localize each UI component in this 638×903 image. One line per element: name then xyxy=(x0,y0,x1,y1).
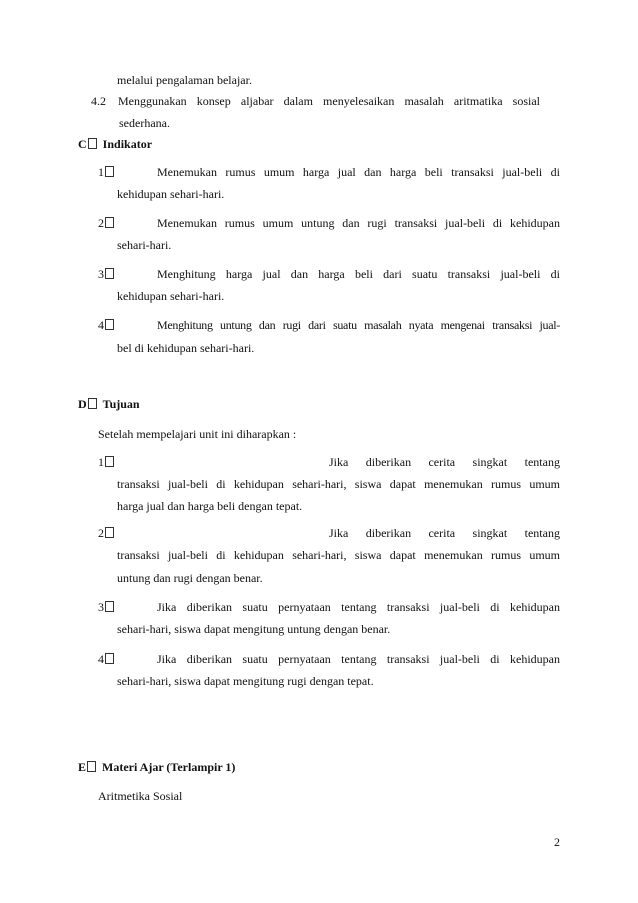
section-c-heading xyxy=(78,137,152,152)
missing-glyph-icon xyxy=(105,319,114,330)
missing-glyph-icon xyxy=(105,268,114,279)
missing-glyph-icon xyxy=(105,527,114,538)
indicator-number: 2 xyxy=(98,216,114,231)
page-number: 2 xyxy=(554,835,560,849)
section-title: Indikator xyxy=(102,137,153,151)
goal-line-cont: sehari-hari, siswa dapat mengitung rugi dengan tepat. xyxy=(117,674,374,688)
section-letter: D xyxy=(78,397,87,411)
missing-glyph-icon xyxy=(105,456,114,467)
goal-line-cont: harga jual dan harga beli dengan tepat. xyxy=(117,499,303,513)
goal-line-cont: untung dan rugi dengan benar. xyxy=(117,571,263,585)
kd-continuation-line: melalui pengalaman belajar. xyxy=(117,73,252,87)
indicator-line: Menghitung untung dan rugi dari suatu masalah nyata mengenai transaksi jual- xyxy=(157,318,560,332)
indicator-line-cont: kehidupan sehari-hari. xyxy=(117,187,225,201)
missing-glyph-icon xyxy=(105,217,114,228)
kd-item-number: 4.2 xyxy=(91,94,106,108)
section-e-text: Aritmetika Sosial xyxy=(98,789,183,803)
goal-line: Jika diberikan cerita singkat tentang xyxy=(329,455,560,469)
indicator-number: 3 xyxy=(98,267,114,282)
goal-number: 1 xyxy=(98,455,114,470)
indicator-number: 4 xyxy=(98,318,114,333)
indicator-line-cont: sehari-hari. xyxy=(117,238,172,252)
section-title: Tujuan xyxy=(102,397,140,411)
missing-glyph-icon xyxy=(105,601,114,612)
indicator-line: Menghitung harga jual dan harga beli dari suatu transaksi jual-beli di xyxy=(157,267,560,281)
indicator-line: Menemukan rumus umum harga jual dan harga beli transaksi jual-beli di xyxy=(157,165,560,179)
section-letter: C xyxy=(78,137,87,151)
section-letter: E xyxy=(78,760,87,774)
goal-line-cont: transaksi jual-beli di kehidupan sehari-hari, siswa dapat menemukan rumus umum xyxy=(117,477,560,491)
goal-line-cont: transaksi jual-beli di kehidupan sehari-hari, siswa dapat menemukan rumus umum xyxy=(117,548,560,562)
missing-glyph-icon xyxy=(105,166,114,177)
section-d-intro: Setelah mempelajari unit ini diharapkan : xyxy=(98,427,297,441)
goal-number: 3 xyxy=(98,600,114,615)
section-d-heading xyxy=(78,397,140,412)
indicator-line-cont: kehidupan sehari-hari. xyxy=(117,289,225,303)
missing-glyph-icon xyxy=(105,653,114,664)
kd-item-text: Menggunakan konsep aljabar dalam menyelesaikan masalah aritmatika sosial xyxy=(118,94,540,108)
indicator-line: Menemukan rumus umum untung dan rugi transaksi jual-beli di kehidupan xyxy=(157,216,560,230)
goal-number: 2 xyxy=(98,526,114,541)
goal-line-cont: sehari-hari, siswa dapat mengitung untung dengan benar. xyxy=(117,622,391,636)
goal-number: 4 xyxy=(98,652,114,667)
goal-line: Jika diberikan cerita singkat tentang xyxy=(329,526,560,540)
section-e-heading xyxy=(78,760,235,775)
indicator-number: 1 xyxy=(98,165,114,180)
goal-line: Jika diberikan suatu pernyataan tentang transaksi jual-beli di kehidupan xyxy=(157,652,560,666)
kd-item-continuation: sederhana. xyxy=(119,116,170,130)
missing-glyph-icon xyxy=(88,138,97,149)
missing-glyph-icon xyxy=(87,761,96,772)
missing-glyph-icon xyxy=(88,398,97,409)
goal-line: Jika diberikan suatu pernyataan tentang transaksi jual-beli di kehidupan xyxy=(157,600,560,614)
section-title: Materi Ajar (Terlampir 1) xyxy=(102,760,236,774)
indicator-line-cont: bel di kehidupan sehari-hari. xyxy=(117,341,255,355)
